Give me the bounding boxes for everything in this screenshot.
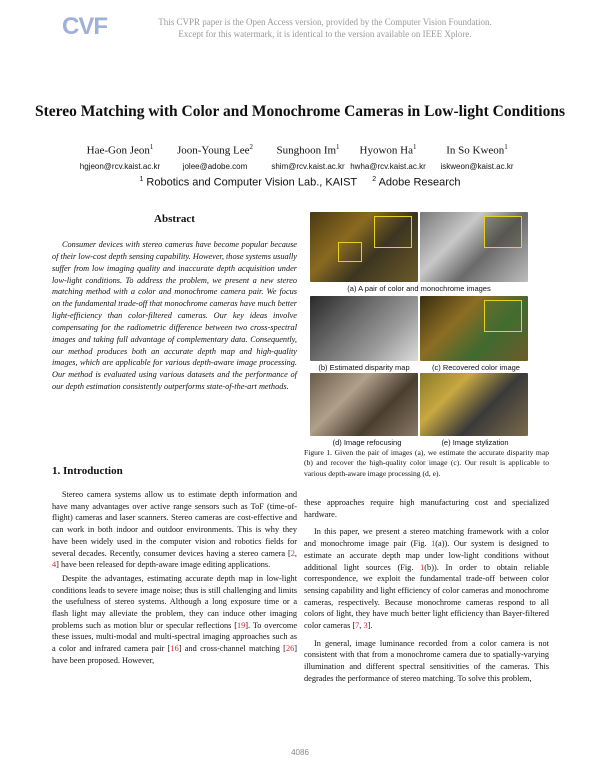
cvf-logo-text: CVF (62, 13, 107, 40)
author-sup: 1 (504, 143, 508, 151)
text-run: , (359, 621, 364, 631)
zoom-box-overlay (338, 242, 362, 262)
text-run: ] have been released for depth-aware image editing applications. (56, 560, 271, 570)
citation-link[interactable]: 1 (431, 539, 436, 549)
intro-paragraph-1 (52, 489, 297, 571)
intro-paragraph-2 (52, 573, 297, 667)
text-run: In this paper, we present a stereo matching framework with a color and monochrome image pair (Fig. (304, 527, 549, 549)
author-email: iskweon@kaist.ac.kr (440, 161, 514, 171)
affiliation-sup: 1 (139, 176, 144, 183)
author-name: Hae-Gon Jeon (86, 144, 150, 157)
watermark-line-2: Except for this watermark, it is identical to the version available on IEEE Xplore. (178, 29, 472, 39)
abstract-text: Consumer devices with stereo cameras have become popular because of their low-cost depth sensing capability. However, those systems usually suffer from low imaging quality and inaccurate depth acquisition under low-light conditions. To address the problem, we present a new stereo matching method with a color and monochrome camera pair. We focus on the fundamental trade-off that monochrome cameras have much better light-efficiency than color-filtered cameras. Our key ideas involve compensating for the radiometric difference between two cross-spectral images and taking full advantage of complementary data. Consequently, our method produces both an accurate depth map and high-quality images, which are applicable for various depth-aware image processing. Our method is evaluated using various datasets and the performance of our depth estimation consistently outperforms state-of-the-art methods. (52, 240, 297, 392)
author-sup: 1 (336, 143, 340, 151)
figure-monochrome-image (420, 212, 528, 282)
author-sup: 1 (149, 143, 154, 151)
citation-link[interactable]: 2 (290, 548, 295, 558)
text-run: , (294, 548, 297, 558)
text-run: (b)). In order to obtain reliable correspondence, we exploit the fundamental trade-off between color sensing capability and light efficiency of color cameras and monochrome cameras, respectively. Because monochrome cameras respond to all colors of light, they have much better light efficiency than Bayer-filtered color cameras [ (304, 562, 549, 631)
affiliation-sup: 2 (372, 176, 377, 183)
zoom-box-overlay (484, 300, 522, 332)
figure-label-a: (a) A pair of color and monochrome images (347, 284, 491, 293)
figure-label-b: (b) Estimated disparity map (318, 363, 410, 372)
figure-label-c: (c) Recovered color image (432, 363, 520, 372)
citation-link[interactable]: 3 (363, 621, 368, 631)
figure-color-image (310, 212, 418, 282)
left-column (52, 489, 297, 667)
citation-link[interactable]: 1 (420, 562, 425, 572)
paper-title: Stereo Matching with Color and Monochrome Cameras in Low-light Conditions (34, 103, 566, 120)
section-heading-introduction: 1. Introduction (52, 465, 123, 477)
author-sup: 2 (249, 143, 254, 151)
affiliation-1: Robotics and Computer Vision Lab., KAIST (146, 176, 357, 189)
figure-label-e: (e) Image stylization (441, 438, 509, 447)
figure-caption-prefix: Figure 1. (304, 448, 333, 457)
figure-label-d: (d) Image refocusing (332, 438, 402, 447)
zoom-box-overlay (484, 216, 522, 248)
text-run: ] have been proposed. However, (52, 644, 297, 665)
watermark (110, 16, 540, 40)
figure-caption (304, 448, 549, 479)
citation-link[interactable]: 4 (52, 560, 57, 570)
cvf-logo (62, 14, 106, 40)
figure-stylization-image (420, 373, 528, 436)
citation-link[interactable]: 16 (170, 644, 179, 654)
watermark-line-1: This CVPR paper is the Open Access version, provided by the Computer Vision Foundation. (158, 17, 492, 27)
intro-paragraph-5: In general, image luminance recorded from a color camera is not consistent with that from a monochrome camera due to spatially-varying illumination and different spectral sensitivities of the cameras. This degrades the performance of stereo matching. To solve this problem, (304, 638, 549, 683)
figure-refocusing-image (310, 373, 418, 436)
figure-disparity-map (310, 296, 418, 361)
author-email: shim@rcv.kaist.ac.kr (271, 161, 345, 171)
author-email: hwha@rcv.kaist.ac.kr (350, 161, 426, 171)
intro-paragraph-4 (304, 526, 549, 631)
text-run: Stereo camera systems allow us to estimate depth information and have many advantages over active range sensors such as ToF (time-of-flight) cameras and laser scanners. Stereo cameras are cost-effective and can work in both indoor and outdoor environments. This is why they have been widely used in the computer vision and robotics fields for several decades. Recently, consumer devices having a stereo camera [ (52, 490, 297, 558)
author-5 (422, 140, 532, 173)
right-column (304, 497, 549, 685)
citation-link[interactable]: 7 (355, 621, 360, 631)
affiliation-2: Adobe Research (378, 176, 461, 189)
author-email: hgjeon@rcv.kaist.ac.kr (79, 161, 161, 171)
author-name: In So Kweon (446, 144, 505, 157)
figure-recovered-color-image (420, 296, 528, 361)
citation-link[interactable]: 26 (285, 644, 295, 654)
author-email: jolee@adobe.com (182, 161, 248, 171)
abstract-heading: Abstract (154, 213, 195, 225)
affiliations (0, 176, 600, 189)
author-sup: 1 (412, 143, 417, 151)
author-name: Sunghoon Im (276, 144, 337, 157)
text-run: (a)). Our system is designed to estimate an accurate depth map under low-light conditions without additional light sources (Fig. (304, 539, 549, 572)
text-run: ]. (367, 621, 373, 631)
citation-link[interactable]: 19 (236, 620, 246, 630)
zoom-box-overlay (374, 216, 412, 248)
author-name: Joon-Young Lee (176, 144, 250, 157)
author-1 (65, 140, 175, 173)
page-number: 4086 (291, 748, 309, 757)
intro-paragraph-3: these approaches require high manufacturing cost and specialized hardware. (304, 498, 549, 519)
author-name: Hyowon Ha (359, 144, 413, 157)
text-run: ]. To overcome these issues, multi-modal and multi-spectral imaging approaches such as a color and infrared camera pair [ (52, 620, 298, 654)
text-run: Despite the advantages, estimating accurate depth map in low-light conditions leads to severe image noise; thus is still challenging and limits the usefulness of stereo systems. Although a long exposure time or a flash light may alleviate the problem, they can induce other imaging problems such as motion blur or specular reflections [ (52, 573, 297, 630)
text-run: ] and cross-channel matching [ (178, 644, 286, 654)
figure-caption-text: Given the pair of images (a), we estimate the accurate disparity map (b) and recover the high-quality color image (c). Our result is applicable to various depth-aware image processing (d, e). (304, 448, 549, 478)
